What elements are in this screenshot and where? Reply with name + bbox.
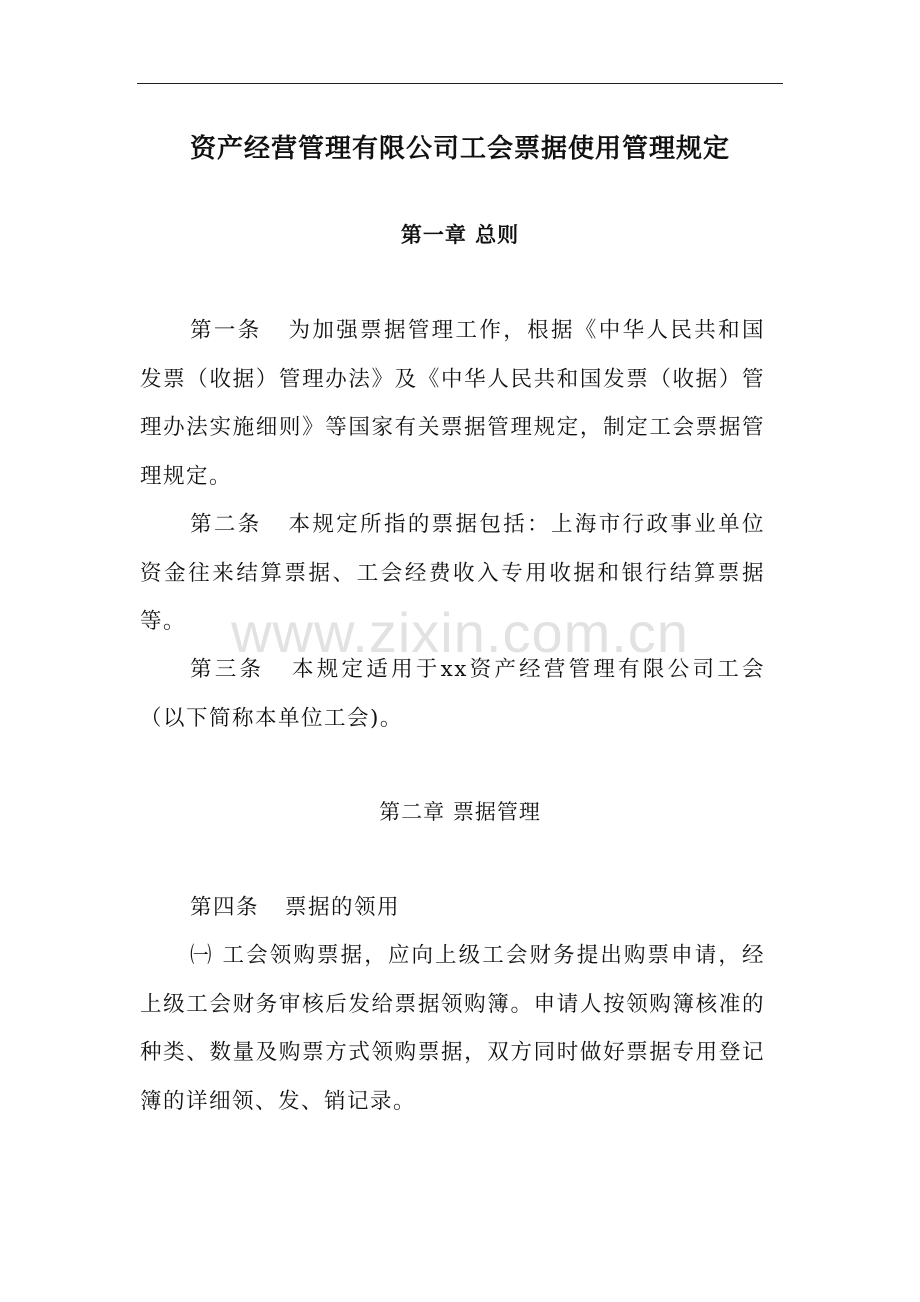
clause-1: ㈠ 工会领购票据，应向上级工会财务提出购票申请，经上级工会财务审核后发给票据领购簿。申请人按领购簿核准的种类、数量及购票方式领购票据，双方同时做好票据专用登记簿的详细领、发、销记录。	[140, 943, 765, 1114]
watermark: www.zixin.com.cn	[231, 601, 689, 664]
article-3-text: 本规定适用于xx资产经营管理有限公司工会（以下简称本单位工会)。	[140, 657, 765, 731]
header-rule	[137, 83, 783, 84]
article-4-number: 第四条	[190, 895, 260, 920]
document-title: 资产经营管理有限公司工会票据使用管理规定	[189, 134, 730, 164]
article-4-text: 票据的领用	[285, 895, 401, 920]
article-2-number: 第二条	[190, 512, 262, 537]
chapter-1-heading: 第一章 总则	[400, 222, 520, 247]
article-3	[140, 646, 765, 743]
article-1	[140, 307, 765, 501]
article-2-text: 本规定所指的票据包括：上海市行政事业单位资金往来结算票据、工会经费收入专用收据和银行结算票据等。	[140, 512, 765, 634]
article-3-number: 第三条	[190, 657, 265, 682]
article-4	[140, 884, 765, 933]
chapter-2-heading: 第二章 票据管理	[379, 800, 541, 824]
article-1-text: 为加强票据管理工作，根据《中华人民共和国发票（收据）管理办法》及《中华人民共和国发票（收据）管理办法实施细则》等国家有关票据管理规定，制定工会票据管理规定。	[140, 318, 765, 489]
article-1-number: 第一条	[190, 318, 262, 343]
article-2	[140, 501, 765, 647]
